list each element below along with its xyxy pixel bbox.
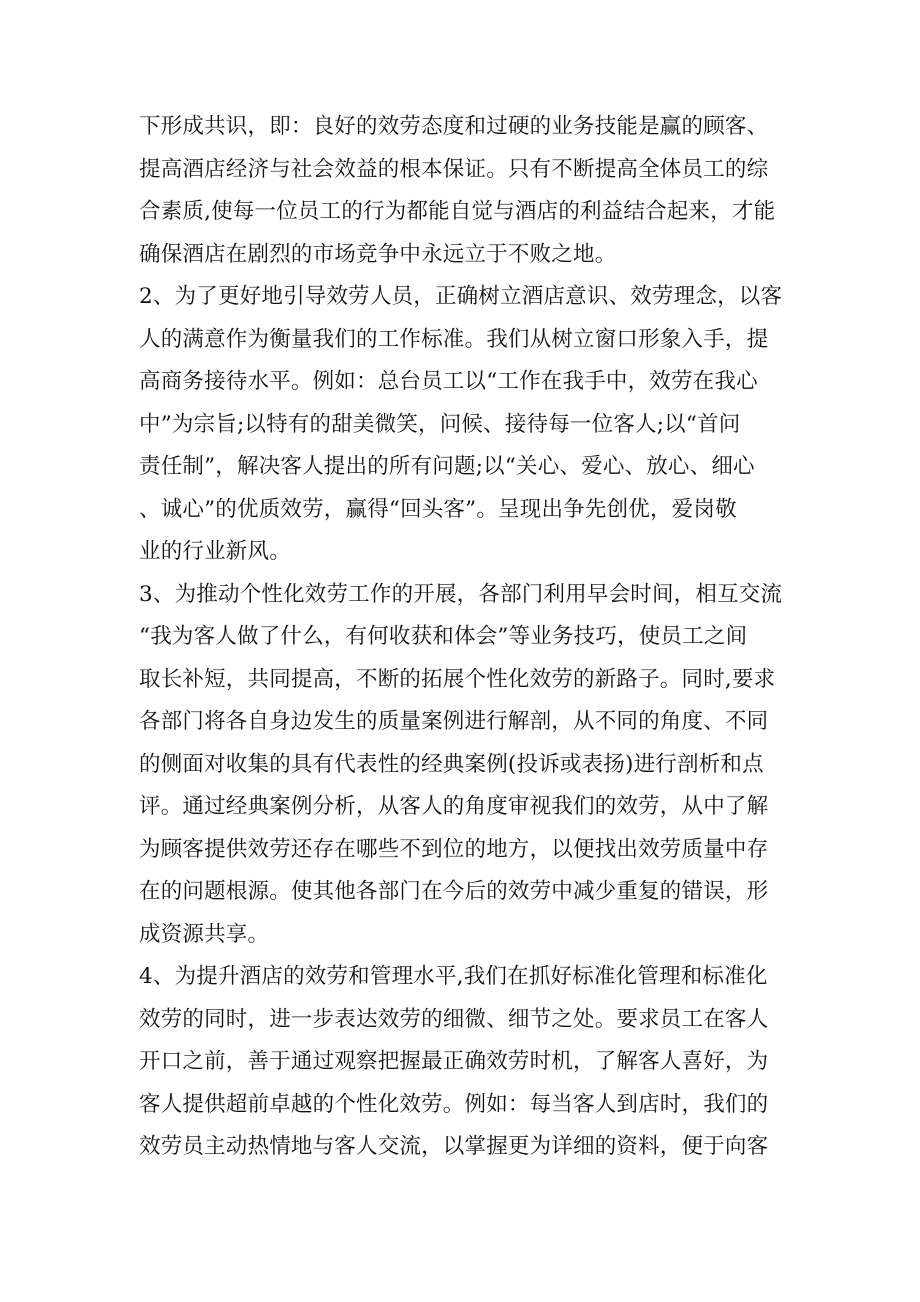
text-line: 为顾客提供效劳还存在哪些不到位的地方，以便找出效劳质量中存	[139, 836, 769, 862]
text-line: 效劳的同时，进一步表达效劳的细微、细节之处。要求员工在客人	[139, 1006, 769, 1032]
text-line: 在的问题根源。使其他各部门在今后的效劳中减少重复的错误，形	[139, 879, 769, 904]
text-line: 取长补短，共同提高，不断的拓展个性化效劳的新路子。同时,要求	[139, 666, 776, 692]
paragraph-item-3	[139, 574, 783, 957]
text-line: 人的满意作为衡量我们的工作标准。我们从树立窗口形象入手，提	[139, 326, 769, 352]
text-line: 提高酒店经济与社会效益的根本保证。只有不断提高全体员工的综	[139, 156, 769, 182]
paragraph-item-2	[139, 276, 783, 574]
document-body	[139, 106, 783, 1169]
text-line: 各部门将各自身边发生的质量案例进行解剖，从不同的角度、不同	[139, 709, 769, 734]
text-line: 客人提供超前卓越的个性化效劳。例如：每当客人到店时，我们的	[139, 1091, 769, 1117]
text-line: 的侧面对收集的具有代表性的经典案例(投诉或表扬)进行剖析和点	[139, 751, 764, 777]
text-line: 高商务接待水平。例如：总台员工以“工作在我手中，效劳在我心	[139, 369, 758, 394]
text-line: 业的行业新风。	[139, 539, 291, 564]
text-line: 2、为了更好地引导效劳人员，正确树立酒店意识、效劳理念，以客	[139, 284, 783, 309]
text-line: 确保酒店在剧烈的市场竞争中永远立于不败之地。	[139, 241, 617, 267]
paragraph-intro-continued	[139, 106, 779, 276]
text-line: 效劳员主动热情地与客人交流，以掌握更为详细的资料，便于向客	[139, 1134, 769, 1159]
text-line: 责任制”，解决客人提出的所有问题;以“关心、爱心、放心、细心	[139, 454, 755, 479]
text-line: 4、为提升酒店的效劳和管理水平,我们在抓好标准化管理和标准化	[139, 964, 768, 989]
text-line: 下形成共识，即：良好的效劳态度和过硬的业务技能是赢的顾客、	[139, 114, 769, 139]
text-line: 评。通过经典案例分析，从客人的角度审视我们的效劳，从中了解	[139, 794, 769, 819]
paragraph-item-4	[139, 956, 779, 1169]
text-line: 3、为推动个性化效劳工作的开展，各部门利用早会时间，相互交流	[139, 581, 783, 607]
text-line: 中”为宗旨;以特有的甜美微笑，问候、接待每一位客人;以“首问	[139, 411, 741, 437]
text-line: 成资源共享。	[139, 921, 270, 947]
text-line: 开口之前，善于通过观察把握最正确效劳时机，了解客人喜好，为	[139, 1049, 769, 1074]
text-line: 、诚心”的优质效劳，赢得“回头客”。呈现出争先创优，爱岗敬	[139, 496, 737, 522]
text-line: “我为客人做了什么，有何收获和体会”等业务技巧，使员工之间	[139, 624, 748, 649]
text-line: 合素质,使每一位员工的行为都能自觉与酒店的利益结合起来，才能	[139, 199, 776, 224]
